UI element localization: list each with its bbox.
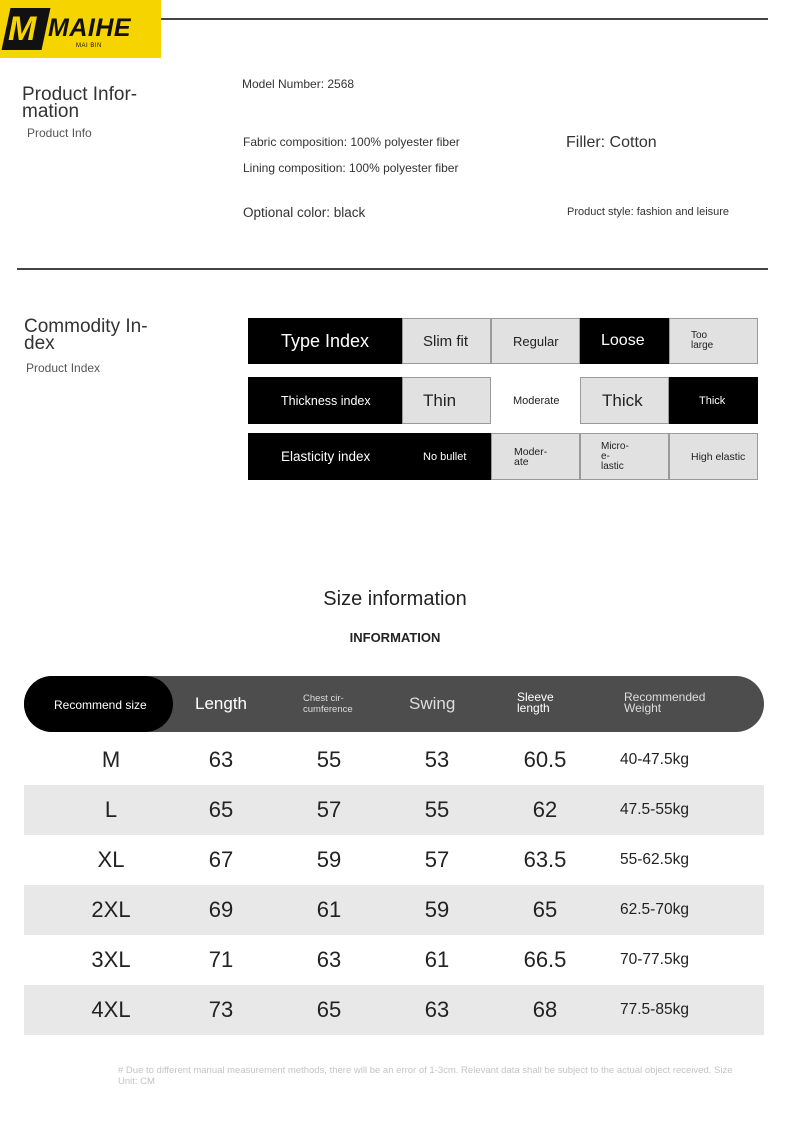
size-cell-swing: 59 <box>424 897 450 922</box>
size-row <box>24 735 764 785</box>
size-cell-swing: 61 <box>424 947 450 972</box>
size-cell-size: 2XL <box>91 897 131 922</box>
size-cell-chest: 65 <box>316 997 342 1022</box>
brand-logo <box>0 0 161 58</box>
size-info-title: Size information <box>323 588 467 610</box>
type-option-slim-fit: Slim fit <box>402 318 491 364</box>
size-cell-weight: 47.5-55kg <box>620 801 689 818</box>
size-cell-sleeve: 60.5 <box>523 747 567 772</box>
type-option-loose: Loose <box>580 318 669 364</box>
size-cell-swing: 53 <box>424 747 450 772</box>
size-cell-length: 69 <box>208 897 234 922</box>
elasticity-option-high-elastic: High elastic <box>669 433 758 480</box>
size-row <box>24 885 764 935</box>
size-cell-size: M <box>101 747 121 772</box>
header-length: Length <box>195 694 247 713</box>
thickness-option-moderate: Moderate <box>491 377 580 424</box>
elasticity-option-no-bullet: No bullet <box>402 433 491 480</box>
size-cell-swing: 57 <box>424 847 450 872</box>
size-cell-length: 63 <box>208 747 234 772</box>
size-cell-sleeve: 62 <box>532 797 558 822</box>
elasticity-option-micro-elastic: Micro-e-lastic <box>580 433 669 480</box>
measurement-note: # Due to different manual measurement methods, there will be an error of 1-3cm. Relevant data shall be subject to the actual object received. Size Unit: CM <box>118 1065 733 1087</box>
size-cell-sleeve: 65 <box>532 897 558 922</box>
size-cell-length: 73 <box>208 997 234 1022</box>
fabric-composition: Fabric composition: 100% polyester fiber <box>243 135 460 149</box>
size-cell-chest: 63 <box>316 947 342 972</box>
size-cell-swing: 63 <box>424 997 450 1022</box>
size-info-subtitle: INFORMATION <box>349 630 441 645</box>
model-number: Model Number: 2568 <box>242 77 355 91</box>
size-cell-weight: 77.5-85kg <box>620 1001 689 1018</box>
thickness-option-thick: Thick <box>580 377 669 424</box>
type-option-too-large: Too large <box>669 318 758 364</box>
optional-color: Optional color: black <box>243 205 366 220</box>
header-chest-circumference: Chest cir-cumference <box>303 693 353 715</box>
size-cell-sleeve: 66.5 <box>523 947 567 972</box>
section-divider <box>17 268 768 270</box>
lining-composition: Lining composition: 100% polyester fiber <box>243 161 459 175</box>
thickness-option-thick-alt: Thick <box>669 377 758 424</box>
size-cell-size: XL <box>97 847 125 872</box>
size-cell-chest: 55 <box>316 747 342 772</box>
size-cell-weight: 62.5-70kg <box>620 901 689 918</box>
filler: Filler: Cotton <box>566 134 657 151</box>
size-cell-sleeve: 63.5 <box>523 847 567 872</box>
size-row <box>24 985 764 1035</box>
size-row <box>24 935 764 985</box>
product-info-subtitle: Product Info <box>27 126 92 140</box>
size-cell-size: L <box>104 797 118 822</box>
size-row <box>24 785 764 835</box>
thickness-option-thin: Thin <box>402 377 491 424</box>
header-sleeve-length: Sleeve length <box>517 690 554 715</box>
type-option-regular: Regular <box>491 318 580 364</box>
thickness-index-label: Thickness index <box>248 377 402 424</box>
size-cell-chest: 59 <box>316 847 342 872</box>
product-info-title: Product Infor- mation <box>22 84 138 122</box>
size-cell-chest: 61 <box>316 897 342 922</box>
elasticity-option-moderate: Moder-ate <box>491 433 580 480</box>
size-cell-swing: 55 <box>424 797 450 822</box>
logo-wordmark: MAIHE <box>48 14 132 42</box>
type-index-label: Type Index <box>248 318 402 364</box>
size-cell-length: 65 <box>208 797 234 822</box>
commodity-index-title: Commodity In- dex <box>24 316 148 354</box>
header-recommended-weight: Recommended Weight <box>624 690 706 715</box>
logo-mark-letter: M <box>8 10 37 48</box>
size-cell-weight: 40-47.5kg <box>620 751 689 768</box>
header-recommend-size: Recommend size <box>54 698 147 712</box>
size-cell-sleeve: 68 <box>532 997 558 1022</box>
product-style: Product style: fashion and leisure <box>567 206 730 218</box>
size-cell-weight: 70-77.5kg <box>620 951 689 968</box>
logo-subtext: MAI BIN <box>76 43 102 49</box>
top-divider <box>161 18 768 20</box>
header-swing: Swing <box>409 694 456 713</box>
size-cell-length: 67 <box>208 847 234 872</box>
elasticity-index-label: Elasticity index <box>248 433 402 480</box>
size-cell-length: 71 <box>208 947 234 972</box>
size-row <box>24 835 764 885</box>
size-cell-chest: 57 <box>316 797 342 822</box>
size-cell-weight: 55-62.5kg <box>620 851 689 868</box>
commodity-index-subtitle: Product Index <box>26 361 101 375</box>
size-cell-size: 4XL <box>91 997 131 1022</box>
size-cell-size: 3XL <box>91 947 131 972</box>
